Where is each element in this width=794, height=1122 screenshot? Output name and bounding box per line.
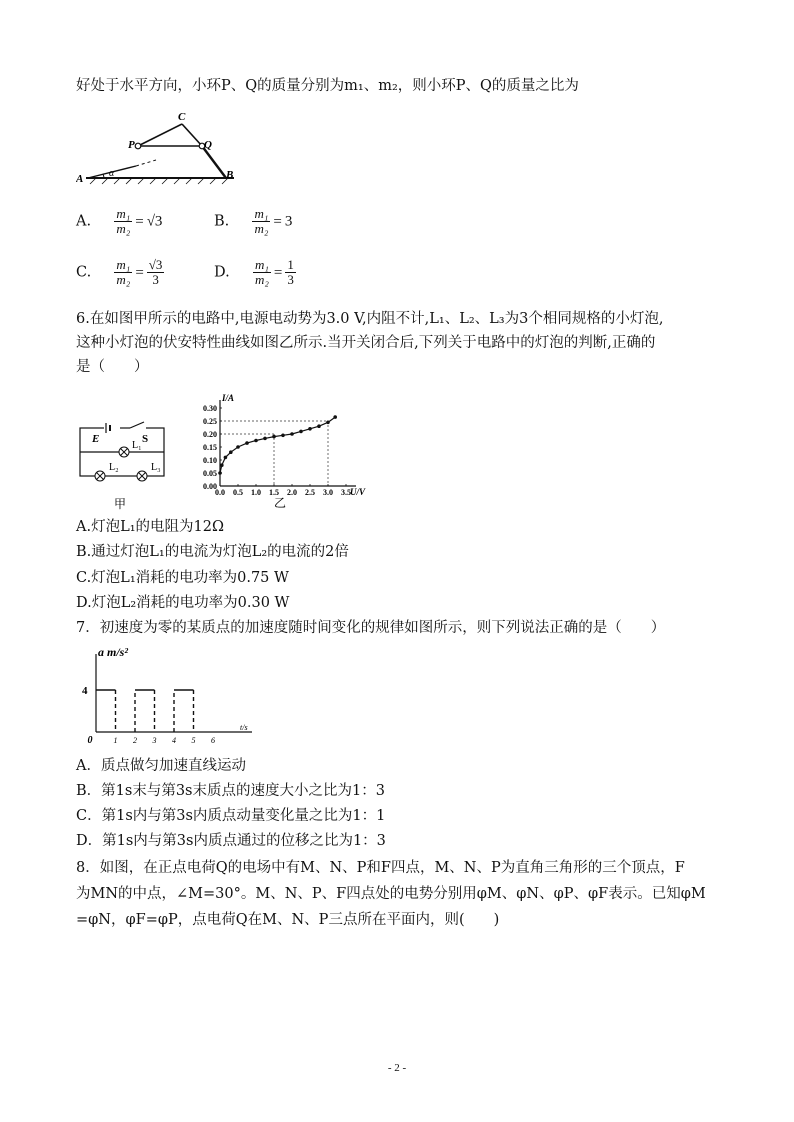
data-point <box>263 437 267 441</box>
q7-option-d[interactable]: D．第1s内与第3s内质点通过的位移之比为1：3 <box>76 833 386 849</box>
iv-curve-chart <box>186 392 376 510</box>
option-letter: C. <box>76 264 92 281</box>
x-tick-label: 3.0 <box>323 488 333 497</box>
equals-sign: = <box>135 264 144 281</box>
y-tick-label: 0.05 <box>203 469 217 478</box>
equals-sign: = <box>135 213 144 230</box>
mass-ratio-fraction <box>114 207 132 236</box>
q6-option-c[interactable]: C.灯泡L₁消耗的电功率为0.75 W <box>76 570 289 586</box>
label-b: B <box>226 169 234 181</box>
data-point <box>333 415 337 419</box>
option-letter: B. <box>214 213 230 230</box>
label-a: A <box>76 173 84 185</box>
y-tick-label: 0.30 <box>203 404 217 413</box>
fraction-numerator: 1 <box>287 257 294 272</box>
q8-line-2: 为MN的中点，∠M=30°。M、N、P、F四点处的电势分别用φM、φN、φP、φF表示。已知φM <box>76 886 706 902</box>
x-tick-label: 6 <box>211 736 215 745</box>
circuit-diagram <box>76 420 176 516</box>
option-letter: A. <box>76 213 92 230</box>
data-point <box>220 463 224 467</box>
q5-figure <box>76 108 242 188</box>
option-value: 3 <box>284 213 293 230</box>
x-tick-label: 2 <box>133 736 137 745</box>
q6-line-3: 是（ ） <box>76 359 149 375</box>
q8-line-3: =φN，φF=φP，点电荷Q在M、N、P三点所在平面内，则( ) <box>76 912 500 928</box>
x-tick-label: 1.5 <box>269 488 279 497</box>
fraction-numerator: m₁ <box>254 206 269 221</box>
y-axis-label: I/A <box>222 393 235 403</box>
fraction-numerator: √3 <box>148 257 163 272</box>
x-tick-label: 0.5 <box>233 488 243 497</box>
q7-option-c[interactable]: C．第1s内与第3s内质点动量变化量之比为1：1 <box>76 808 386 824</box>
x-axis-label: U/V <box>350 487 366 497</box>
y-tick-label: 0.00 <box>203 482 217 491</box>
y-tick-label: 0.10 <box>203 456 217 465</box>
mass-ratio-fraction <box>114 258 132 287</box>
x-tick-label: 1 <box>113 736 118 745</box>
q5-intro: 好处于水平方向，小环P、Q的质量分别为m₁、m₂，则小环P、Q的质量之比为 <box>76 78 579 94</box>
mass-ratio-fraction <box>252 207 270 236</box>
circuit-caption: 甲 <box>114 497 127 511</box>
q8-line-1: 8．如图，在正点电荷Q的电场中有M、N、P和F四点，M、N、P为直角三角形的三个顶点，F <box>76 860 685 876</box>
data-point <box>224 456 228 460</box>
q7-option-a[interactable]: A．质点做匀加速直线运动 <box>76 758 246 774</box>
fraction-denominator: m₂ <box>116 272 131 287</box>
label-alpha: α <box>109 168 115 179</box>
label-c: C <box>178 111 186 123</box>
fraction-denominator: m₂ <box>116 221 131 236</box>
label-s: S <box>142 433 149 445</box>
data-point <box>245 441 249 445</box>
data-point <box>299 430 303 434</box>
q6-option-b[interactable]: B.通过灯泡L₁的电流为灯泡L₂的电流的2倍 <box>76 544 349 560</box>
y-tick-label: 0.15 <box>203 443 217 452</box>
x-tick-label: 0.0 <box>215 488 225 497</box>
q7-line-1: 7．初速度为零的某质点的加速度随时间变化的规律如图所示，则下列说法正确的是（ ） <box>76 620 666 636</box>
q6-line-2: 这种小灯泡的伏安特性曲线如图乙所示.当开关闭合后,下列关于电路中的灯泡的判断,正确的 <box>76 335 656 351</box>
data-point <box>272 435 276 439</box>
option-letter: D. <box>214 264 230 281</box>
graph-caption: 乙 <box>274 496 287 510</box>
option-value: √3 <box>146 213 163 230</box>
data-point <box>308 427 312 431</box>
x-tick-label: 3 <box>152 736 157 745</box>
x-tick-label: 2.0 <box>287 488 297 497</box>
x-tick-label: 3.5 <box>341 488 351 497</box>
value-fraction <box>285 258 296 287</box>
data-point <box>229 450 233 454</box>
fraction-numerator: m₁ <box>116 257 131 272</box>
q5-option-c[interactable] <box>76 258 164 287</box>
q6-option-d[interactable]: D.灯泡L₂消耗的电功率为0.30 W <box>76 595 290 611</box>
fraction-denominator: m₂ <box>254 272 269 287</box>
equals-sign: = <box>273 264 283 281</box>
page-number: - 2 - <box>387 1062 407 1074</box>
q6-option-a[interactable]: A.灯泡L₁的电阻为12Ω <box>76 519 224 535</box>
label-q: Q <box>204 139 212 151</box>
q6-line-1: 6.在如图甲所示的电路中,电源电动势为3.0 V,内阻不计,L₁、L₂、L₃为3个相同规格的小灯泡, <box>76 311 664 327</box>
label-p: P <box>128 139 135 151</box>
value-fraction <box>147 258 165 287</box>
y-tick-label: 0.20 <box>203 430 217 439</box>
mass-ratio-fraction <box>253 258 271 287</box>
x-tick-label: 4 <box>172 736 176 745</box>
label-l2: L₂ <box>109 462 119 473</box>
q5-option-d[interactable] <box>214 258 296 287</box>
label-l1: L₁ <box>132 440 142 451</box>
x-tick-label: 1.0 <box>251 488 261 497</box>
x-tick-label: 5 <box>191 736 196 745</box>
y-tick-label: 0.25 <box>203 417 217 426</box>
y-tick-label: 4 <box>82 685 88 697</box>
label-l3: L₃ <box>151 462 161 473</box>
x-tick-label: 2.5 <box>305 488 315 497</box>
fraction-denominator: m₂ <box>254 221 269 236</box>
x-axis-label: t/s <box>240 723 248 732</box>
q5-option-b[interactable] <box>214 207 292 236</box>
fraction-numerator: m₁ <box>254 257 269 272</box>
data-point <box>254 439 258 443</box>
label-e: E <box>92 433 100 445</box>
x-tick-label: 0 <box>87 735 93 746</box>
data-point <box>290 432 294 436</box>
y-axis-label: a m/s² <box>98 645 128 659</box>
equals-sign: = <box>273 213 282 230</box>
data-point <box>317 424 321 428</box>
q5-option-a[interactable] <box>76 207 162 236</box>
fraction-denominator: 3 <box>287 272 294 287</box>
q7-option-b[interactable]: B．第1s末与第3s末质点的速度大小之比为1：3 <box>76 783 385 799</box>
fraction-numerator: m₁ <box>116 206 131 221</box>
fraction-denominator: 3 <box>152 272 159 287</box>
data-point <box>326 421 330 425</box>
data-point <box>218 471 222 475</box>
data-point <box>281 434 285 438</box>
data-point <box>236 445 240 449</box>
acceleration-time-chart <box>76 640 256 750</box>
